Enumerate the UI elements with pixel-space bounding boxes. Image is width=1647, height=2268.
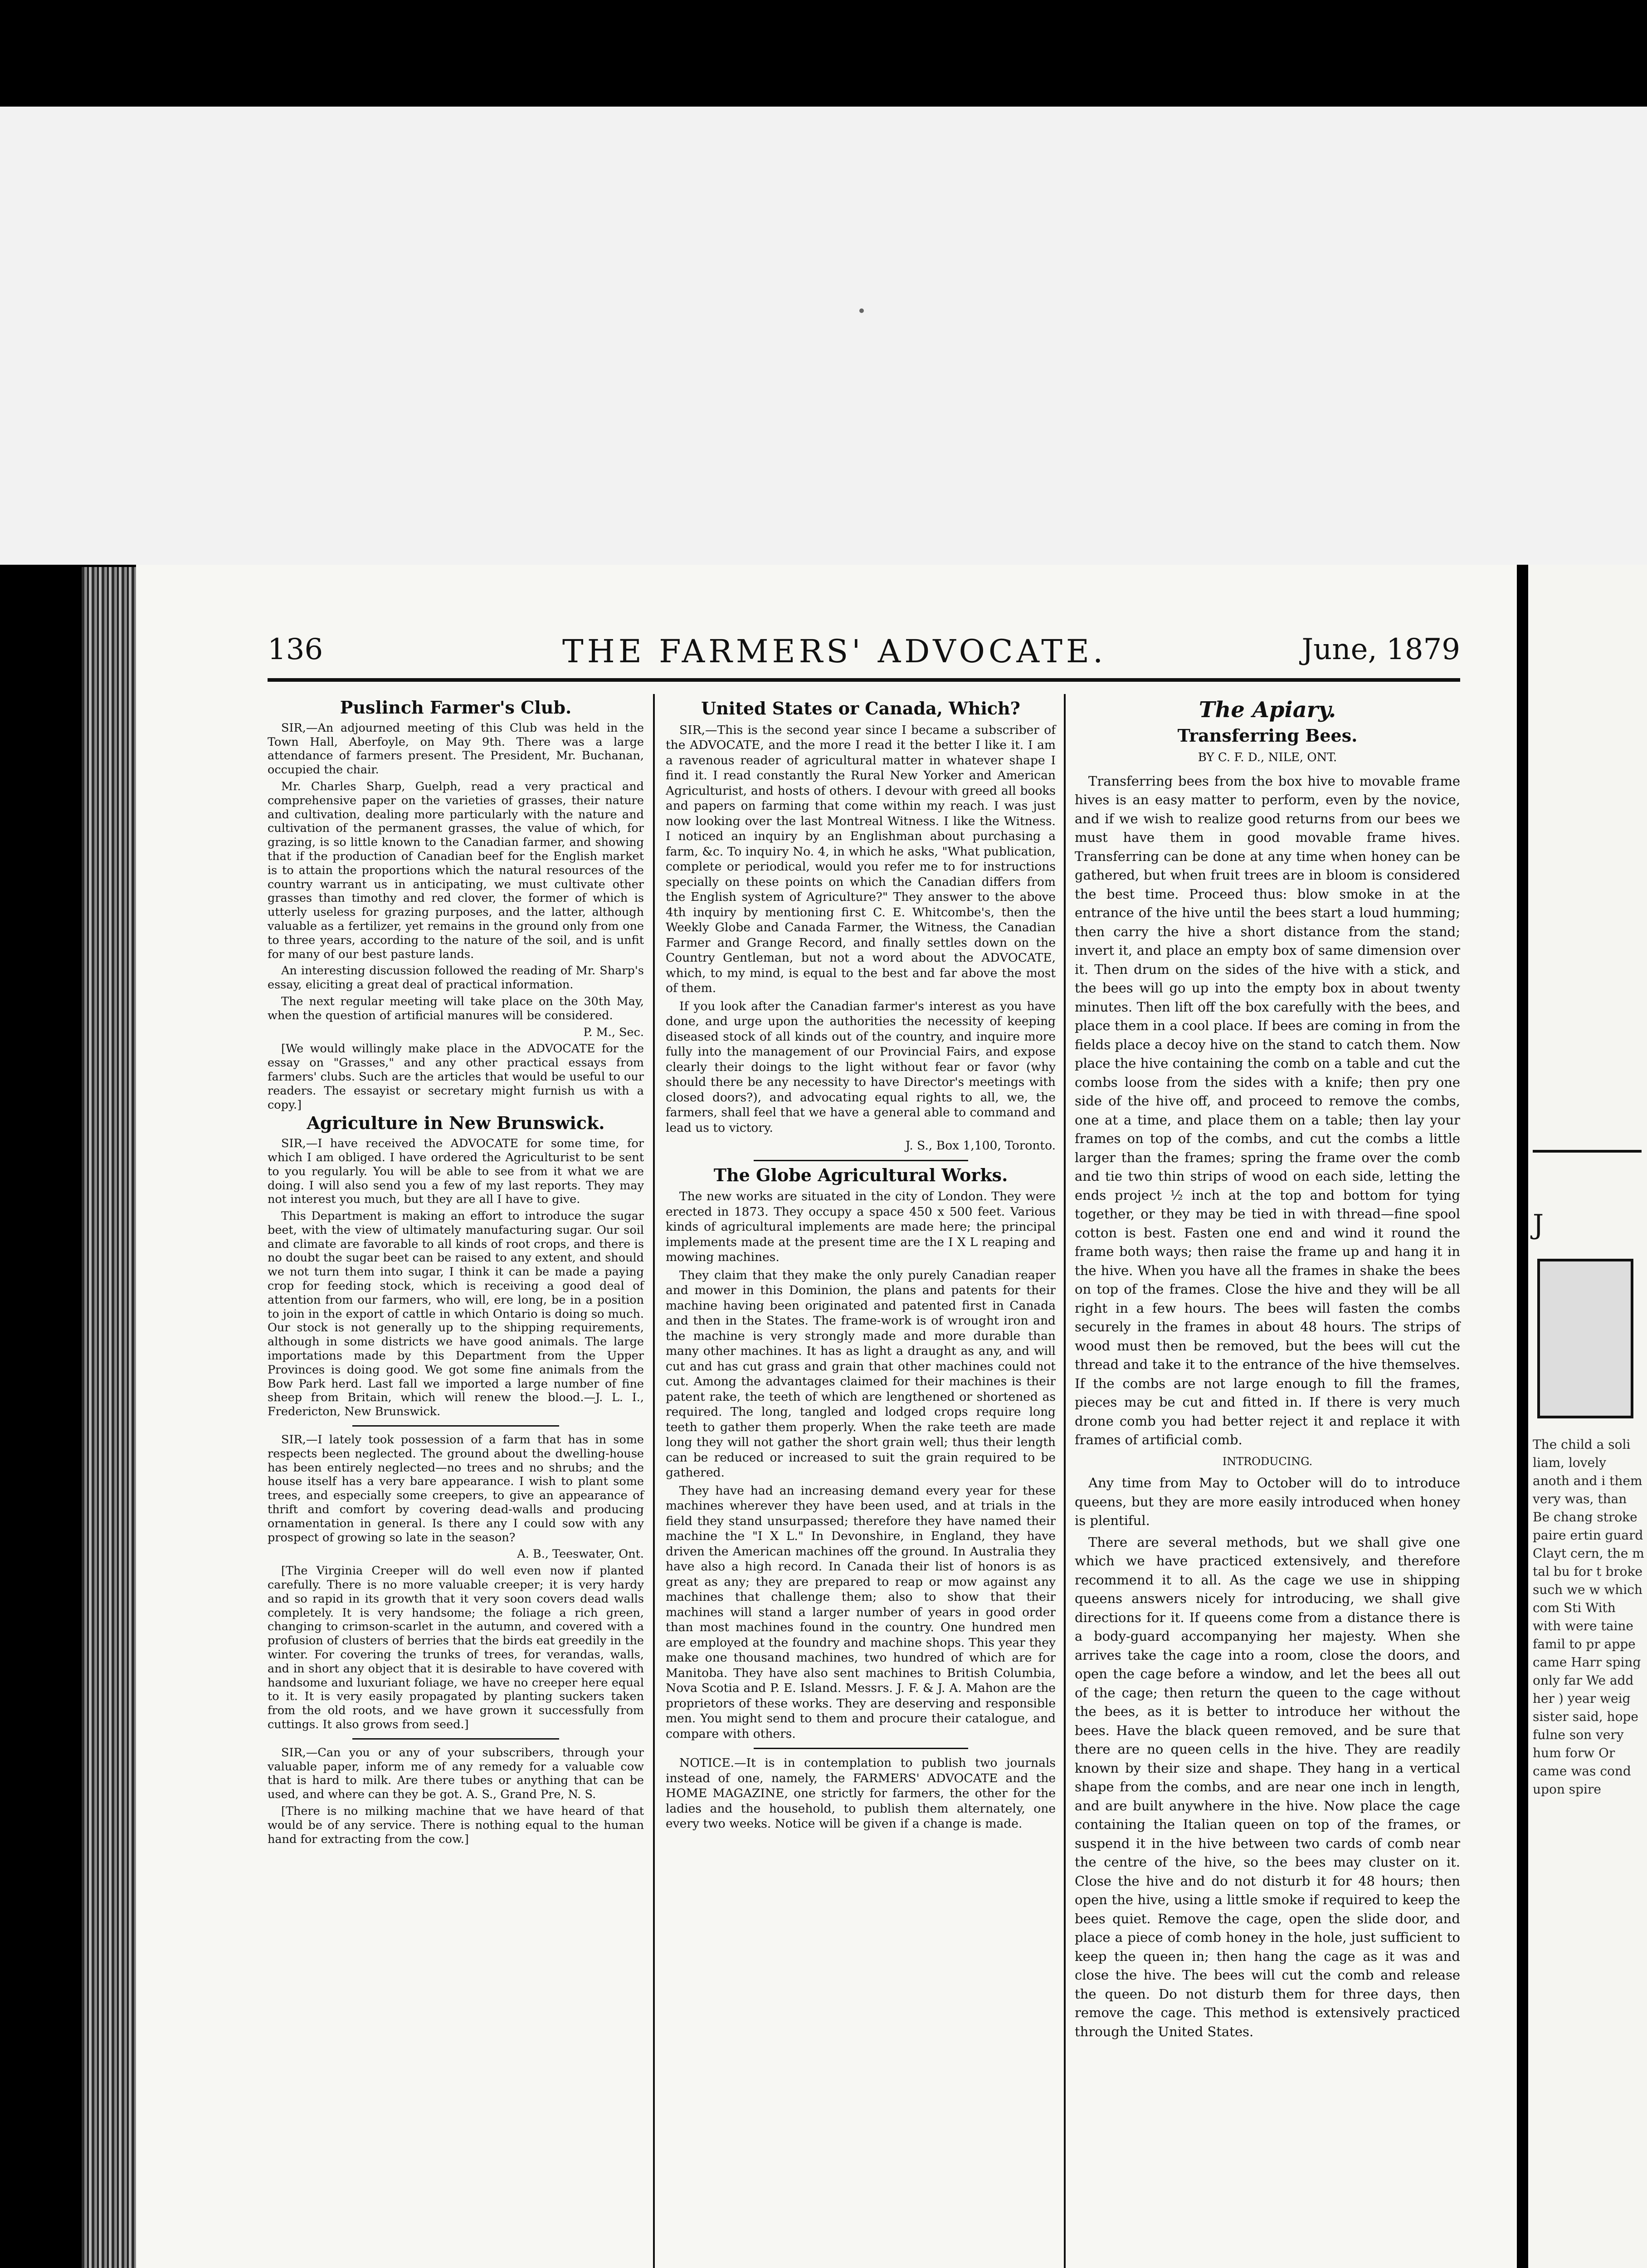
adjacent-page-figure <box>1537 1259 1633 1418</box>
paragraph: They claim that they make the only purely Canadian reaper and mower in this Dominion, the plans and patents for their machine having been originated and patented first in Canada and then in the States. The frame-work is of wrought iron and the machine is very strongly made and more durable than many other machines. It has as light a draught as any, and will cut and has cut grass and grain that other machines could not cut. Among the advantages claimed for their machines is their patent rake, the teeth of which are lengthened or shortened as required. The long, tangled and lodged crops require long teeth to gather them properly. When the rake teeth are made long they will not gather the short grain well; thus their length can be reduced or increased to suit the grain required to be gathered. <box>666 1268 1056 1480</box>
editor-note: [There is no milking machine that we have heard of that would be of any service. There is nothing equal to the human hand for extracting from the cow.] <box>268 1804 644 1846</box>
column-2 <box>666 696 1056 1834</box>
issue-date: June, 1879 <box>1301 633 1460 666</box>
ink-speck <box>859 308 864 313</box>
paragraph: SIR,—This is the second year since I became a subscriber of the ADVOCATE, and the more I read it the better I like it. I am a ravenous reader of agricultural matter in whatever shape I find it. I read constantly the Rural New Yorker and American Agriculturist, and hosts of others. I devour with greed all books and papers on farming that come within my reach. I was just now looking over the last Montreal Witness. I like the Witness. I noticed an inquiry by an Englishman about purchasing a farm, &c. To inquiry No. 4, in which he asks, "What publication, complete or periodical, would you refer me to for instructions specially on these points on which the Canadian differs from the English system of Agriculture?" They answer to the above 4th inquiry by mentioning first C. E. Whitcombe's, then the Weekly Globe and Canada Farmer, the Witness, the Canadian Farmer and Grange Record, and finally settles down on the Country Gentleman, but not a word about the ADVOCATE, which, to my mind, is equal to the best and far above the most of them. <box>666 723 1056 995</box>
notice: NOTICE.—It is in contemplation to publish two journals instead of one, namely, the FARMERS' ADVOCATE and the HOME MAGAZINE, one strictly for farmers, the other for the ladies and the household, to publish them alternately, one every two weeks. Notice will be given if a change is made. <box>666 1756 1056 1831</box>
column-rule-1 <box>653 694 655 2268</box>
paragraph: Any time from May to October will do to introduce queens, but they are more easily introduced when honey is plentiful. <box>1075 1475 1460 1528</box>
paragraph: The next regular meeting will take place on the 30th May, when the question of artificial manures will be considered. <box>268 994 644 1022</box>
divider <box>754 1160 968 1161</box>
article-title: The Globe Agricultural Works. <box>713 1164 1008 1185</box>
paragraph: If you look after the Canadian farmer's interest as you have done, and urge upon the authorities the necessity of keeping diseased stock of all kinds out of the country, and inquire more fully into the management of our Provincial Fairs, and expose clearly their doings to the light without fear or favor (why should there be any necessity to have Director's meetings with closed doors?), and advocating equal rights to all, we, the farmers, shall feel that we have a general able to command and lead us to victory. <box>666 999 1056 1135</box>
divider <box>352 1425 560 1427</box>
column-rule-2 <box>1064 694 1066 2268</box>
signature: J. S., Box 1,100, Toronto. <box>905 1139 1056 1153</box>
paragraph: SIR,—I lately took possession of a farm that has in some respects been neglected. The ground about the dwelling-house has been entirely neglected—no trees and no shrubs; and the house itself has a very bare appearance. I wish to plant some trees, and especially some creepers, to give an appearance of thrift and comfort by covering dead-walls and producing ornamentation in general. Is there any I could sow with any prospect of growing so late in the season? <box>268 1433 644 1545</box>
paragraph: Mr. Charles Sharp, Guelph, read a very practical and comprehensive paper on the varieties of grasses, their nature and cultivation, dealing more particularly with the nature and cultivation of the permanent grasses, the value of which, for grazing, is so little known to the Canadian farmer, and showing that if the production of Canadian beef for the English market is to attain the proportions which the natural resources of the country warrant us in anticipating, we must cultivate other grasses than timothy and red clover, the former of which is utterly useless for grazing purposes, and the latter, although valuable as a fertilizer, yet remains in the ground only from one to three years, according to the nature of the soil, and is unfit for many of our best pasture lands. <box>268 779 644 961</box>
editor-note: [We would willingly make place in the ADVOCATE for the essay on "Grasses," and any other practical essays from farmers' clubs. Such are the articles that would be useful to our readers. The essayist or secretary might furnish us with a copy.] <box>268 1042 644 1112</box>
article-title: Agriculture in New Brunswick. <box>307 1113 605 1134</box>
paragraph: SIR,—An adjourned meeting of this Club was held in the Town Hall, Aberfoyle, on May 9th. There was a large attendance of farmers present. The President, Mr. Buchanan, occupied the chair. <box>268 721 644 777</box>
divider <box>352 1738 560 1740</box>
column-1 <box>268 696 644 1849</box>
paragraph: SIR,—Can you or any of your subscribers, through your valuable paper, inform me of any remedy for a valuable cow that is hard to milk. Are there tubes or anything that can be used, and where can they be got. A. S., Grand Pre, N. S. <box>268 1745 644 1802</box>
paragraph: Transferring bees from the box hive to movable frame hives is an easy matter to perform, even by the novice, and if we wish to realize good returns from our bees we must have them in good movable frame hives. Transferring can be done at any time when honey can be gathered, but when fruit trees are in bloom is considered the best time. Proceed thus: blow smoke in at the entrance of the hive until the bees start a loud humming; then carry the hive a short distance from the stand; invert it, and place an empty box of same dimension over it. Then drum on the sides of the hive with a stick, and the bees will go up into the empty box in about twenty minutes. Then lift off the box carefully with the bees, and place them in a cool place. If bees are coming in from the fields place a decoy hive on the stand to catch them. Now place the hive containing the comb on a table and cut the combs loose from the sides with a knife; then pry one side of the hive off, and proceed to remove the combs, one at a time, and place them on a table; then lay your frames on top of the combs, and cut the combs a little larger than the frames; spring the frame over the comb and tie two thin strips of wood on each side, letting the ends project ½ inch at the top and bottom for tying together, or they may be tied in with thread—fine spool cotton is best. Fasten one end and wind it round the frame both ways; then raise the frame up and hang it in the hive. When you have all the frames in shake the bees on top of the frames. Close the hive and they will be all right in a few hours. The bees will fasten the combs securely in the frames in about 48 hours. The strips of wood must then be removed, but the bees will cut the thread and take it to the entrance of the hive themselves. If the combs are not large enough to fill the frames, pieces may be cut and fitted in. If there is very much drone comb you had better reject it and replace it with frames of artificial comb. <box>1075 773 1460 1447</box>
section-heading: The Apiary. <box>1199 697 1336 723</box>
header-rule <box>268 678 1460 682</box>
adjacent-page <box>1528 565 1647 2268</box>
article-title: Puslinch Farmer's Club. <box>340 697 572 718</box>
paragraph: An interesting discussion followed the reading of Mr. Sharp's essay, eliciting a great deal of practical information. <box>268 964 644 992</box>
paragraph: SIR,—I have received the ADVOCATE for some time, for which I am obliged. I have ordered the Agriculturist to be sent to you regularly. You will be able to see from it what we are doing. I will also send you a few of my last reports. They may not interest you much, but they are all I have to give. <box>268 1137 644 1207</box>
paragraph: The new works are situated in the city of London. They were erected in 1873. They occupy a space 450 x 500 feet. Various kinds of agricultural implements are made here; the principal implements made at the present time are the I X L reaping and mowing machines. <box>666 1189 1056 1264</box>
adjacent-page-heading: J <box>1533 1209 1544 1241</box>
article-title: United States or Canada, Which? <box>701 698 1020 719</box>
paragraph: They have had an increasing demand every year for these machines wherever they have been used, and at trials in the field they stand unsurpassed; therefore they have named their machine the "I X L." In Devonshire, in England, they have driven the American machines off the ground. In Australia they have also a high record. In Canada their list of honors is as great as any; they are prepared to reap or mow against any machines that challenge them; also to show that their machines will stand a larger number of years in good order than most machines found in the country. One hundred men are employed at the foundry and machine shops. This year they make one thousand machines, two hundred of which are for Manitoba. They have also sent machines to British Columbia, Nova Scotia and P. E. Island. Messrs. J. F. & J. A. Mahon are the proprietors of these works. They are deserving and responsible men. You might send to them and procure their catalogue, and compare with others. <box>666 1483 1056 1741</box>
blank-sheet-top <box>0 107 1647 565</box>
editor-note: [The Virginia Creeper will do well even now if planted carefully. There is no more valuable creeper; it is very hardy and so rapid in its growth that it very soon covers dead walls completely. It is very handsome; the foliage a rich green, changing to crimson-scarlet in the autumn, and covered with a profusion of clusters of berries that the birds eat greedily in the winter. For covering the trunks of trees, for verandas, walls, and in short any object that it is desirable to have covered with handsome and luxuriant foliage, we have no creeper here equal to it. It is very easily propagated by planting suckers taken from the old roots, and we have grown it successfully from cuttings. It also grows from seed.] <box>268 1564 644 1731</box>
signature: P. M., Sec. <box>583 1025 644 1039</box>
divider <box>754 1748 968 1749</box>
paragraph: There are several methods, but we shall give one which we have practiced extensively, and therefore recommend it to all. As the cage we use in shipping queens answers nicely for introducing, we shall give directions for it. If queens come from a distance there is a body-guard accompanying her majesty. When she arrives take the cage into a room, close the doors, and open the cage before a window, and let the bees all out of the cage; then return the queen to the cage without the bees, as it is better to introduce her without the bees. Have the black queen removed, and be sure that there are no queen cells in the hive. They are readily known by their size and shape. They hang in a vertical shape from the combs, and are near one inch in length, and are built anywhere in the hive. Now place the cage containing the Italian queen on top of the frames, or suspend it in the hive between two cards of comb near the centre of the hive, so the bees may cluster on it. Close the hive and do not disturb it for 48 hours; then open the hive, using a little smoke if required to keep the bees quiet. Remove the cage, open the slide door, and place a piece of comb honey in the hole, just sufficient to keep the queen in; then hang the cage as it was and close the hive. The bees will cut the comb and release the queen. Do not disturb them for three days, then remove the cage. This method is extensively practiced through the United States. <box>1075 1534 1460 2039</box>
article-title: Transferring Bees. <box>1177 725 1358 746</box>
masthead: THE FARMERS' ADVOCATE. <box>562 633 1107 670</box>
column-3 <box>1075 696 1460 2044</box>
paragraph: This Department is making an effort to introduce the sugar beet, with the view of ultimately manufacturing sugar. Our soil and climate are favorable to all kinds of root crops, and there is no doubt the sugar beet can be raised to any extent, and should we not turn them into sugar, I think it can be made a paying crop for feeding stock, which is receiving a good deal of attention from our farmers, who will, ere long, be in a position to join in the export of cattle in which Ontario is doing so much. Our stock is not generally up to the shipping requirements, although in some districts we have good animals. The large importations made by this Department from the Upper Provinces is doing good. We got some fine animals from the Bow Park herd. Last fall we imported a large number of fine sheep from Britain, which will renew the blood.—J. L. I., Fredericton, New Brunswick. <box>268 1209 644 1419</box>
page-header <box>268 633 1460 683</box>
adjacent-page-text: The child a soli liam, lovely anoth and i them very was, than Be chang stroke paire ertin guard Clayt cern, the m tal bu for t broke such we w which com Sti With with were taine famil to pr appe came Harr sping only far We add her ) year weig sister said, hope fulne son very hum forw Or came was cond upon spire <box>1533 1437 1644 1797</box>
byline: BY C. F. D., NILE, ONT. <box>1198 751 1337 764</box>
adjacent-page-rule <box>1533 1150 1642 1153</box>
subheading: INTRODUCING. <box>1222 1455 1313 1468</box>
page-number: 136 <box>268 633 323 666</box>
signature: A. B., Teeswater, Ont. <box>517 1547 644 1561</box>
